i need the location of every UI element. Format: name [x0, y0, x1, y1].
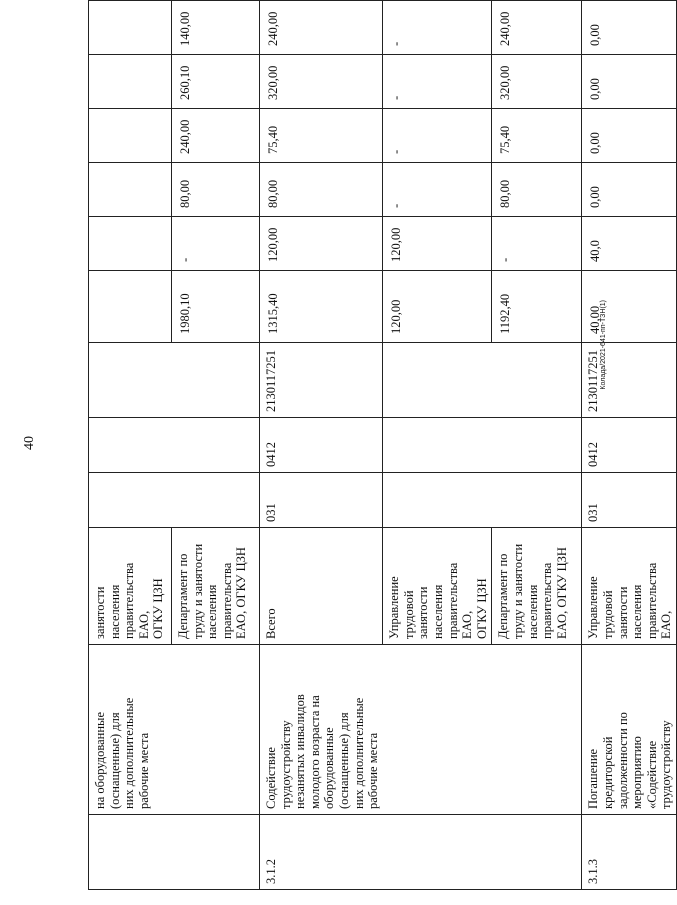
grbs-code-cell	[492, 473, 582, 528]
section-code: 0412	[586, 442, 601, 467]
amount-2022-cell	[172, 109, 260, 163]
amount-2020: 120,00	[266, 227, 280, 262]
amount-2020: 40,0	[588, 240, 603, 262]
table-row	[89, 0, 172, 890]
amount-2024-cell	[260, 1, 383, 55]
amount-2021-cell	[260, 163, 383, 217]
event-name-cell	[89, 645, 172, 815]
target-article-cell	[582, 343, 677, 418]
event-name-cell	[492, 645, 582, 815]
amount-2025-cell	[260, 0, 383, 1]
target-article-cell	[89, 343, 172, 418]
amount-2020: 120,00	[389, 227, 404, 262]
item-number-cell	[582, 815, 677, 890]
total-amount-cell	[260, 271, 383, 343]
executor-cell	[89, 528, 172, 645]
executor-cell	[492, 528, 582, 645]
total-amount-cell	[383, 271, 492, 343]
table-row	[383, 0, 492, 890]
amount-2023-cell	[172, 55, 260, 109]
executor: Департамент по труду и занятости населения правительства ЕАО, ОГКУ ЦЗН	[496, 543, 569, 639]
executor: Управление трудовой занятости населения правительства ЕАО,	[586, 562, 674, 639]
grbs-code: 031	[586, 503, 601, 522]
amount-2020-cell	[260, 217, 383, 271]
section-code-cell	[383, 418, 492, 473]
section-code-cell	[260, 418, 383, 473]
event-name-cell	[383, 645, 492, 815]
target-article-cell	[172, 343, 260, 418]
page-number: 40	[22, 436, 37, 450]
section-code-cell	[492, 418, 582, 473]
grbs-code-cell	[172, 473, 260, 528]
target-article: 2130117251	[586, 349, 601, 412]
event-name: на оборудованные (оснащенные) для них дополнительные рабочие места	[93, 697, 151, 809]
event-name: Погашение кредиторской задолженности по мероприятию «Содействие трудоустройству	[586, 712, 674, 809]
target-article-cell	[492, 343, 582, 418]
item-number-cell	[383, 815, 492, 890]
amount-2020-cell	[492, 217, 582, 271]
amount-2022-cell	[89, 109, 172, 163]
amount-2023-cell	[260, 55, 383, 109]
amount-2024: 240,00	[498, 11, 513, 46]
table-row	[260, 0, 383, 890]
table-row	[172, 0, 260, 890]
event-name-cell	[582, 645, 677, 815]
target-article: 2130117251	[264, 349, 278, 412]
amount-2024: 240,00	[266, 11, 280, 46]
section-code-cell	[89, 418, 172, 473]
total-amount-cell	[172, 271, 260, 343]
amount-2023: 260,10	[178, 65, 192, 100]
table-row	[492, 0, 582, 890]
amount-2024: 0,00	[588, 24, 603, 46]
amount-2024-cell	[383, 1, 492, 55]
footer-document-code: Колада/2021-641-пп-ТЗН(1)	[600, 300, 607, 390]
amount-2025-cell	[89, 0, 172, 1]
amount-2022: 75,40	[266, 125, 280, 154]
amount-2023: 320,00	[266, 65, 280, 100]
amount-2021: 80,00	[266, 179, 280, 208]
amount-2021: -	[389, 203, 404, 208]
amount-2022-cell	[492, 109, 582, 163]
amount-2020-cell	[172, 217, 260, 271]
amount-2022: 75,40	[498, 125, 513, 154]
amount-2021-cell	[582, 163, 677, 217]
target-article-cell	[383, 343, 492, 418]
amount-2023: -	[389, 95, 404, 100]
section-code-cell	[582, 418, 677, 473]
amount-2022: 240,00	[178, 119, 192, 154]
target-article-cell	[260, 343, 383, 418]
amount-2022-cell	[260, 109, 383, 163]
amount-2024-cell	[89, 1, 172, 55]
total-amount: 1315,40	[266, 293, 280, 334]
total-amount-cell	[582, 271, 677, 343]
total-amount: 120,00	[389, 299, 404, 334]
total-amount: 1980,10	[178, 293, 192, 334]
total-amount: 1192,40	[498, 293, 513, 334]
amount-2023-cell	[89, 55, 172, 109]
amount-2021-cell	[492, 163, 582, 217]
amount-2022-cell	[582, 109, 677, 163]
event-name-cell	[172, 645, 260, 815]
amount-2021-cell	[383, 163, 492, 217]
item-number-cell	[260, 815, 383, 890]
amount-2021-cell	[89, 163, 172, 217]
item-number: 3.1.2	[264, 859, 278, 884]
section-code-cell	[172, 418, 260, 473]
item-number: 3.1.3	[586, 859, 601, 884]
amount-2024: -	[389, 41, 404, 46]
amount-2022: 0,00	[588, 132, 603, 154]
item-number-cell	[89, 815, 172, 890]
amount-2021: 80,00	[178, 179, 192, 208]
amount-2023: 320,00	[498, 65, 513, 100]
amount-2020-cell	[89, 217, 172, 271]
amount-2024-cell	[492, 1, 582, 55]
item-number-cell	[172, 815, 260, 890]
amount-2025-cell	[383, 0, 492, 1]
executor-cell	[172, 528, 260, 645]
grbs-code-cell	[89, 473, 172, 528]
grbs-code-cell	[582, 473, 677, 528]
event-name: Содействие трудоустройству незанятых инвалидов молодого возраста на оборудованные (оснащенные) для них дополнительные рабочие места	[264, 694, 381, 809]
amount-2022: -	[389, 149, 404, 154]
amount-2024: 140,00	[178, 11, 192, 46]
table-row	[582, 0, 677, 890]
amount-2020-cell	[582, 217, 677, 271]
grbs-code-cell	[383, 473, 492, 528]
amount-2025-cell	[582, 0, 677, 1]
amount-2023: 0,00	[588, 78, 603, 100]
amount-2020: -	[498, 257, 513, 262]
executor-cell	[383, 528, 492, 645]
executor: занятости населения правительства ЕАО, ОГКУ ЦЗН	[93, 562, 166, 639]
budget-table	[88, 0, 677, 890]
executor: Всего	[264, 608, 278, 639]
event-name-cell	[260, 645, 383, 815]
amount-2023-cell	[383, 55, 492, 109]
executor-cell	[260, 528, 383, 645]
amount-2025-cell	[172, 0, 260, 1]
item-number-cell	[492, 815, 582, 890]
total-amount: 40,00	[588, 305, 603, 334]
amount-2021: 0,00	[588, 186, 603, 208]
amount-2025-cell	[492, 0, 582, 1]
total-amount-cell	[89, 271, 172, 343]
section-code: 0412	[264, 442, 278, 467]
amount-2022-cell	[383, 109, 492, 163]
amount-2023-cell	[582, 55, 677, 109]
executor: Департамент по труду и занятости населения правительства ЕАО, ОГКУ ЦЗН	[176, 543, 249, 639]
executor-cell	[582, 528, 677, 645]
amount-2023-cell	[492, 55, 582, 109]
amount-2021-cell	[172, 163, 260, 217]
grbs-code: 031	[264, 503, 278, 522]
grbs-code-cell	[260, 473, 383, 528]
amount-2024-cell	[172, 1, 260, 55]
amount-2024-cell	[582, 1, 677, 55]
amount-2020-cell	[383, 217, 492, 271]
amount-2021: 80,00	[498, 179, 513, 208]
executor: Управление трудовой занятости населения правительства ЕАО, ОГКУ ЦЗН	[387, 562, 489, 639]
total-amount-cell	[492, 271, 582, 343]
amount-2020: -	[178, 257, 192, 262]
